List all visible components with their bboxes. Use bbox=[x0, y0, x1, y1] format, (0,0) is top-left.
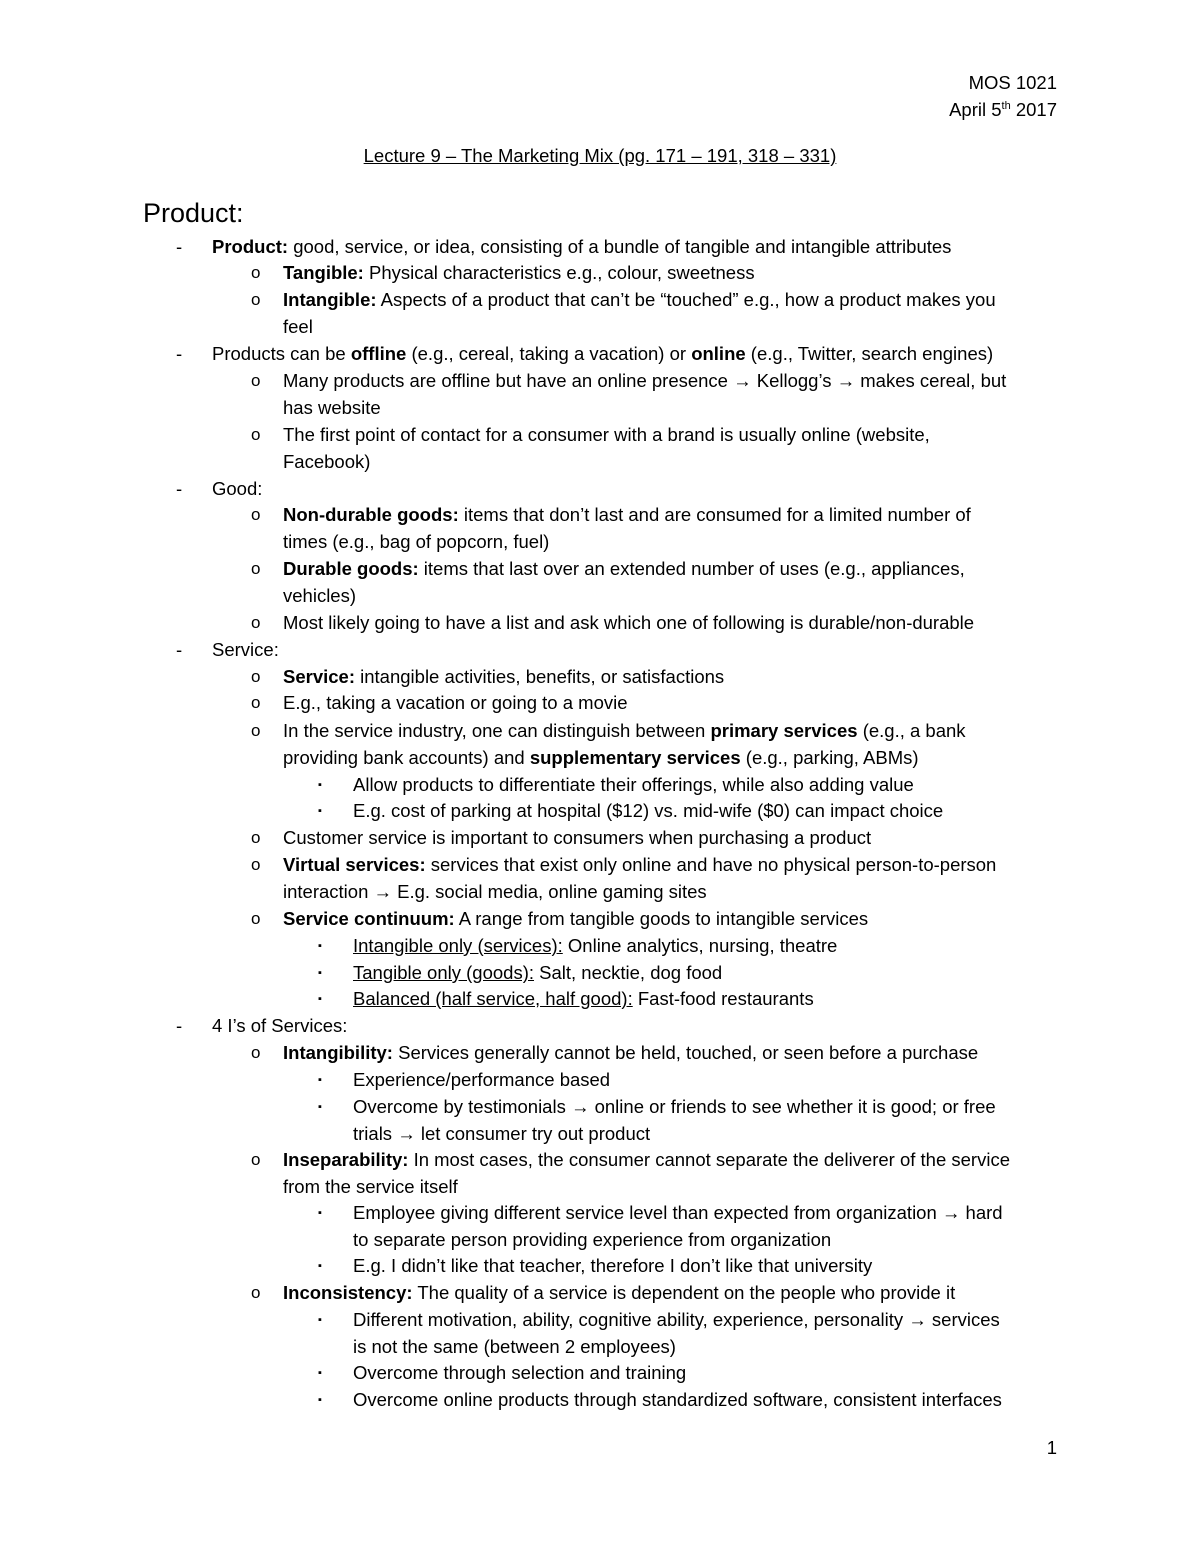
circle-bullet: o bbox=[251, 505, 261, 524]
note-line bbox=[353, 960, 722, 986]
note-line-continued: is not the same (between 2 employees) bbox=[353, 1336, 676, 1357]
term: primary services bbox=[710, 720, 858, 741]
note-line: Overcome by testimonials → online or friends to see whether it is good; or free bbox=[353, 1096, 996, 1117]
square-bullet: ▪ bbox=[318, 1207, 322, 1219]
note-line-continued: from the service itself bbox=[283, 1176, 458, 1197]
note-line-continued: has website bbox=[283, 397, 381, 418]
date-prefix: April 5 bbox=[949, 99, 1002, 120]
square-bullet: ▪ bbox=[318, 1367, 322, 1379]
circle-bullet: o bbox=[251, 693, 261, 712]
square-bullet: ▪ bbox=[318, 1314, 322, 1326]
square-bullet: ▪ bbox=[318, 779, 322, 791]
note-text: Online analytics, nursing, theatre bbox=[562, 935, 838, 956]
note-line-continued: vehicles) bbox=[283, 585, 356, 606]
underlined-term: Tangible only (goods): bbox=[353, 962, 534, 983]
note-text: items that don’t last and are consumed for a limited number of bbox=[458, 504, 971, 525]
circle-bullet: o bbox=[251, 371, 261, 390]
square-bullet: ▪ bbox=[318, 805, 322, 817]
note-text: services that exist only online and have no physical person-to-person bbox=[425, 854, 997, 875]
note-line: Allow products to differentiate their offerings, while also adding value bbox=[353, 774, 914, 795]
square-bullet: ▪ bbox=[318, 993, 322, 1005]
note-line bbox=[283, 1280, 955, 1306]
note-line: E.g., taking a vacation or going to a movie bbox=[283, 692, 628, 713]
note-line bbox=[283, 852, 996, 878]
note-line: Experience/performance based bbox=[353, 1069, 611, 1090]
note-text: good, service, or idea, consisting of a bundle of tangible and intangible attributes bbox=[288, 236, 952, 257]
date-suffix: 2017 bbox=[1010, 99, 1057, 120]
term: Inseparability: bbox=[283, 1149, 409, 1170]
term: Intangibility: bbox=[283, 1042, 393, 1063]
note-line: E.g. cost of parking at hospital ($12) vs. mid-wife ($0) can impact choice bbox=[353, 800, 944, 821]
term: online bbox=[691, 343, 746, 364]
term: Non-durable goods: bbox=[283, 504, 459, 525]
note-line: E.g. I didn’t like that teacher, therefore I don’t like that university bbox=[353, 1255, 873, 1276]
term: Durable goods: bbox=[283, 558, 419, 579]
note-text: A range from tangible goods to intangible services bbox=[454, 908, 869, 929]
square-bullet: ▪ bbox=[318, 967, 322, 979]
note-line bbox=[283, 287, 996, 313]
dash-bullet: - bbox=[176, 1015, 183, 1036]
note-line: Overcome through selection and training bbox=[353, 1362, 687, 1383]
note-line bbox=[353, 986, 814, 1012]
square-bullet: ▪ bbox=[318, 940, 322, 952]
dash-bullet: - bbox=[176, 639, 183, 660]
note-line bbox=[283, 502, 971, 528]
note-line bbox=[283, 1147, 1010, 1173]
term: offline bbox=[350, 343, 407, 364]
term: supplementary services bbox=[529, 747, 741, 768]
lecture-date bbox=[949, 99, 1057, 121]
circle-bullet: o bbox=[251, 613, 261, 632]
note-text: providing bank accounts) and bbox=[283, 747, 530, 768]
note-line: 4 I’s of Services: bbox=[212, 1015, 348, 1036]
note-line: Employee giving different service level than expected from organization → hard bbox=[353, 1202, 1003, 1223]
circle-bullet: o bbox=[251, 667, 261, 686]
note-text: items that last over an extended number of uses (e.g., appliances, bbox=[418, 558, 965, 579]
term: Service: bbox=[283, 666, 355, 687]
note-line bbox=[283, 260, 755, 286]
note-line bbox=[353, 933, 837, 959]
square-bullet: ▪ bbox=[318, 1394, 322, 1406]
square-bullet: ▪ bbox=[318, 1074, 322, 1086]
note-line-continued: feel bbox=[283, 316, 313, 337]
section-heading: Product: bbox=[143, 198, 244, 228]
note-line-continued: to separate person providing experience from organization bbox=[353, 1229, 832, 1250]
note-line: Most likely going to have a list and ask which one of following is durable/non-durable bbox=[283, 612, 975, 633]
circle-bullet: o bbox=[251, 425, 261, 444]
term: Product: bbox=[212, 236, 289, 257]
underlined-term: Balanced (half service, half good): bbox=[353, 988, 633, 1009]
underlined-term: Intangible only (services): bbox=[353, 935, 563, 956]
circle-bullet: o bbox=[251, 290, 261, 309]
note-text: Products can be bbox=[212, 343, 351, 364]
term: Tangible: bbox=[283, 262, 364, 283]
note-line-continued: times (e.g., bag of popcorn, fuel) bbox=[283, 531, 550, 552]
note-line-continued: interaction → E.g. social media, online gaming sites bbox=[283, 881, 707, 902]
note-text: The quality of a service is dependent on the people who provide it bbox=[412, 1282, 956, 1303]
note-line: Overcome online products through standardized software, consistent interfaces bbox=[353, 1389, 1002, 1410]
note-line bbox=[283, 718, 966, 744]
note-line bbox=[212, 341, 993, 367]
note-line bbox=[212, 234, 951, 260]
square-bullet: ▪ bbox=[318, 1260, 322, 1272]
note-text: (e.g., cereal, taking a vacation) or bbox=[406, 343, 692, 364]
circle-bullet: o bbox=[251, 559, 261, 578]
circle-bullet: o bbox=[251, 1043, 261, 1062]
note-line: Different motivation, ability, cognitive ability, experience, personality → services bbox=[353, 1309, 1000, 1330]
note-text: In the service industry, one can distinguish between bbox=[283, 720, 711, 741]
circle-bullet: o bbox=[251, 909, 261, 928]
course-code: MOS 1021 bbox=[968, 72, 1057, 93]
note-text: (e.g., parking, ABMs) bbox=[740, 747, 919, 768]
circle-bullet: o bbox=[251, 1150, 261, 1169]
note-text: Salt, necktie, dog food bbox=[534, 962, 723, 983]
note-line: Customer service is important to consumers when purchasing a product bbox=[283, 827, 872, 848]
note-text: (e.g., Twitter, search engines) bbox=[745, 343, 994, 364]
note-line bbox=[283, 906, 868, 932]
note-line bbox=[283, 556, 965, 582]
note-text: intangible activities, benefits, or satisfactions bbox=[355, 666, 725, 687]
lecture-title: Lecture 9 – The Marketing Mix (pg. 171 – 191, 318 – 331) bbox=[363, 145, 837, 166]
term: Inconsistency: bbox=[283, 1282, 413, 1303]
note-text: In most cases, the consumer cannot separate the deliverer of the service bbox=[408, 1149, 1010, 1170]
note-text: (e.g., a bank bbox=[857, 720, 966, 741]
date-superscript: th bbox=[1001, 100, 1011, 112]
note-line-continued: trials → let consumer try out product bbox=[353, 1123, 651, 1144]
circle-bullet: o bbox=[251, 1283, 261, 1302]
note-text: Fast-food restaurants bbox=[632, 988, 814, 1009]
note-line-continued: Facebook) bbox=[283, 451, 371, 472]
note-text: Services generally cannot be held, touched, or seen before a purchase bbox=[392, 1042, 979, 1063]
square-bullet: ▪ bbox=[318, 1101, 322, 1113]
term: Virtual services: bbox=[283, 854, 426, 875]
term: Service continuum: bbox=[283, 908, 455, 929]
note-line: Many products are offline but have an online presence → Kellogg’s → makes cereal, but bbox=[283, 370, 1007, 391]
circle-bullet: o bbox=[251, 828, 261, 847]
circle-bullet: o bbox=[251, 263, 261, 282]
note-text: Physical characteristics e.g., colour, sweetness bbox=[363, 262, 755, 283]
dash-bullet: - bbox=[176, 478, 183, 499]
circle-bullet: o bbox=[251, 721, 261, 740]
page-number: 1 bbox=[1046, 1437, 1057, 1458]
note-line: Good: bbox=[212, 478, 263, 499]
note-line: Service: bbox=[212, 639, 279, 660]
note-line: The first point of contact for a consumer with a brand is usually online (website, bbox=[283, 424, 930, 445]
dash-bullet: - bbox=[176, 343, 183, 364]
note-text: Aspects of a product that can’t be “touched” e.g., how a product makes you bbox=[376, 289, 996, 310]
dash-bullet: - bbox=[176, 236, 183, 257]
term: Intangible: bbox=[283, 289, 377, 310]
note-line-continued bbox=[283, 745, 919, 771]
note-line bbox=[283, 664, 724, 690]
note-line bbox=[283, 1040, 978, 1066]
circle-bullet: o bbox=[251, 855, 261, 874]
